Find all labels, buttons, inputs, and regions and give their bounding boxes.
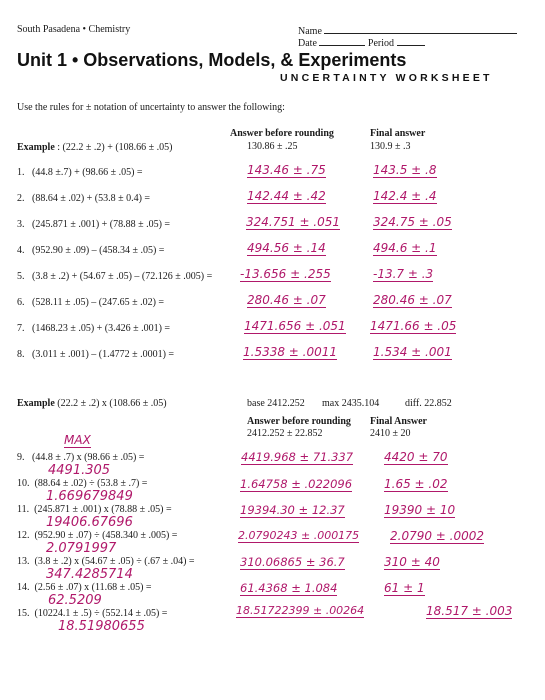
school-label: South Pasadena • Chemistry <box>17 24 131 35</box>
problem-number: 11. <box>17 504 30 515</box>
problem-number: 13. <box>17 556 30 567</box>
example-label: Example <box>17 142 55 153</box>
max-value: 62.5209 <box>48 593 102 608</box>
max-note: MAX <box>64 433 91 447</box>
example-expression: (22.2 ± .2) x (108.66 ± .05) <box>57 398 167 409</box>
final-answer: 142.4 ± .4 <box>373 189 437 203</box>
final-answer: 324.75 ± .05 <box>373 215 452 229</box>
problem-expression: (3.8 ± .2) + (54.67 ± .05) – (72.126 ± .005) = <box>32 271 213 282</box>
problem-number: 14. <box>17 582 30 593</box>
problem-expression: (952.90 ± .07) ÷ (458.340 ± .005) = <box>34 530 178 541</box>
example-2-before: 2412.252 ± 22.852 <box>247 428 323 439</box>
worksheet-subtitle: UNCERTAINTY WORKSHEET <box>280 72 493 84</box>
problem-number: 6. <box>17 297 25 308</box>
problem-expression: (44.8 ± .7) x (98.66 ± .05) = <box>32 452 145 463</box>
answer-before-rounding: 19394.30 ± 12.37 <box>240 503 345 517</box>
problem-expression: (88.64 ± .02) + (53.8 ± 0.4) = <box>32 193 151 204</box>
answer-before-rounding: 494.56 ± .14 <box>247 241 326 255</box>
answer-before-rounding: 18.51722399 ± .00264 <box>236 604 365 617</box>
answer-before-rounding: 324.751 ± .051 <box>246 215 341 229</box>
max-value: 2.0791997 <box>46 541 117 556</box>
final-answer: 61 ± 1 <box>384 581 425 595</box>
final-answer: 143.5 ± .8 <box>373 163 437 177</box>
max-value: 19406.67696 <box>46 515 133 530</box>
final-answer: 4420 ± 70 <box>384 450 448 464</box>
final-answer: 18.517 ± .003 <box>426 604 513 618</box>
problem-number: 8. <box>17 349 25 360</box>
final-answer: 494.6 ± .1 <box>373 241 437 255</box>
example-1-before: 130.86 ± .25 <box>247 141 298 152</box>
answer-before-rounding: 2.0790243 ± .000175 <box>238 529 360 542</box>
example-2-final: 2410 ± 20 <box>370 428 411 439</box>
problem-number: 12. <box>17 530 30 541</box>
problem-expression: (245.871 ± .001) x (78.88 ± .05) = <box>34 504 172 515</box>
instructions: Use the rules for ± notation of uncertainty to answer the following: <box>17 102 285 113</box>
answer-before-rounding: 142.44 ± .42 <box>247 189 326 203</box>
col-final-header-2: Final Answer <box>370 416 427 427</box>
answer-before-rounding: 1471.656 ± .051 <box>244 319 346 333</box>
name-blank[interactable] <box>324 24 517 34</box>
period-blank[interactable] <box>397 36 425 46</box>
max-value: 18.51980655 <box>58 619 145 634</box>
final-answer: 1.65 ± .02 <box>384 477 448 491</box>
problem-number: 5. <box>17 271 25 282</box>
answer-before-rounding: -13.656 ± .255 <box>240 267 331 281</box>
final-answer: 19390 ± 10 <box>384 503 456 517</box>
problem-expression: (10224.1 ± .5) ÷ (552.14 ± .05) = <box>34 608 168 619</box>
problem-expression: (952.90 ± .09) – (458.34 ± .05) = <box>32 245 165 256</box>
example-2-base: base 2412.252 <box>247 398 305 409</box>
problem-expression: (245.871 ± .001) + (78.88 ± .05) = <box>32 219 171 230</box>
problem-number: 7. <box>17 323 25 334</box>
example-2-max: max 2435.104 <box>322 398 380 409</box>
answer-before-rounding: 1.64758 ± .022096 <box>240 477 353 491</box>
problem-number: 9. <box>17 452 25 463</box>
problem-expression: (88.64 ± .02) ÷ (53.8 ± .7) = <box>34 478 148 489</box>
name-label: Name <box>298 26 322 37</box>
col-before-header: Answer before rounding <box>230 128 334 139</box>
answer-before-rounding: 280.46 ± .07 <box>247 293 326 307</box>
problem-number: 3. <box>17 219 25 230</box>
problem-number: 10. <box>17 478 30 489</box>
answer-before-rounding: 1.5338 ± .0011 <box>243 345 338 359</box>
answer-before-rounding: 143.46 ± .75 <box>247 163 326 177</box>
example-expression: : (22.2 ± .2) + (108.66 ± .05) <box>57 142 173 153</box>
example-1-final: 130.9 ± .3 <box>370 141 411 152</box>
page-title: Unit 1 • Observations, Models, & Experiments <box>17 50 407 70</box>
col-before-header-2: Answer before rounding <box>247 416 351 427</box>
example-2 <box>17 398 167 409</box>
max-value: 1.669679849 <box>46 489 133 504</box>
problem-number: 4. <box>17 245 25 256</box>
date-label: Date <box>298 38 317 49</box>
final-answer: 1471.66 ± .05 <box>370 319 457 333</box>
final-answer: -13.7 ± .3 <box>373 267 434 281</box>
final-answer: 280.46 ± .07 <box>373 293 452 307</box>
max-value: 347.4285714 <box>46 567 133 582</box>
problem-expression: (528.11 ± .05) – (247.65 ± .02) = <box>32 297 165 308</box>
date-field[interactable] <box>298 36 425 49</box>
final-answer: 2.0790 ± .0002 <box>390 529 485 543</box>
example-label: Example <box>17 398 55 409</box>
date-blank[interactable] <box>319 36 365 46</box>
answer-before-rounding: 4419.968 ± 71.337 <box>241 450 354 464</box>
problem-expression: (3.011 ± .001) – (1.4772 ± .0001) = <box>32 349 175 360</box>
col-final-header: Final answer <box>370 128 426 139</box>
problem-expression: (3.8 ± .2) x (54.67 ± .05) ÷ (.67 ± .04) = <box>34 556 195 567</box>
final-answer: 310 ± 40 <box>384 555 440 569</box>
max-value: 4491.305 <box>48 463 111 478</box>
example-1 <box>17 142 173 153</box>
example-2-diff: diff. 22.852 <box>405 398 452 409</box>
problem-number: 1. <box>17 167 25 178</box>
problem-expression: (1468.23 ± .05) + (3.426 ± .001) = <box>32 323 171 334</box>
problem-number: 2. <box>17 193 25 204</box>
answer-before-rounding: 61.4368 ± 1.084 <box>240 581 338 595</box>
problem-expression: (44.8 ±.7) + (98.66 ± .05) = <box>32 167 143 178</box>
problem-expression: (2.56 ± .07) x (11.68 ± .05) = <box>34 582 152 593</box>
problem-number: 15. <box>17 608 30 619</box>
answer-before-rounding: 310.06865 ± 36.7 <box>240 555 345 569</box>
final-answer: 1.534 ± .001 <box>373 345 452 359</box>
period-label: Period <box>367 38 394 49</box>
